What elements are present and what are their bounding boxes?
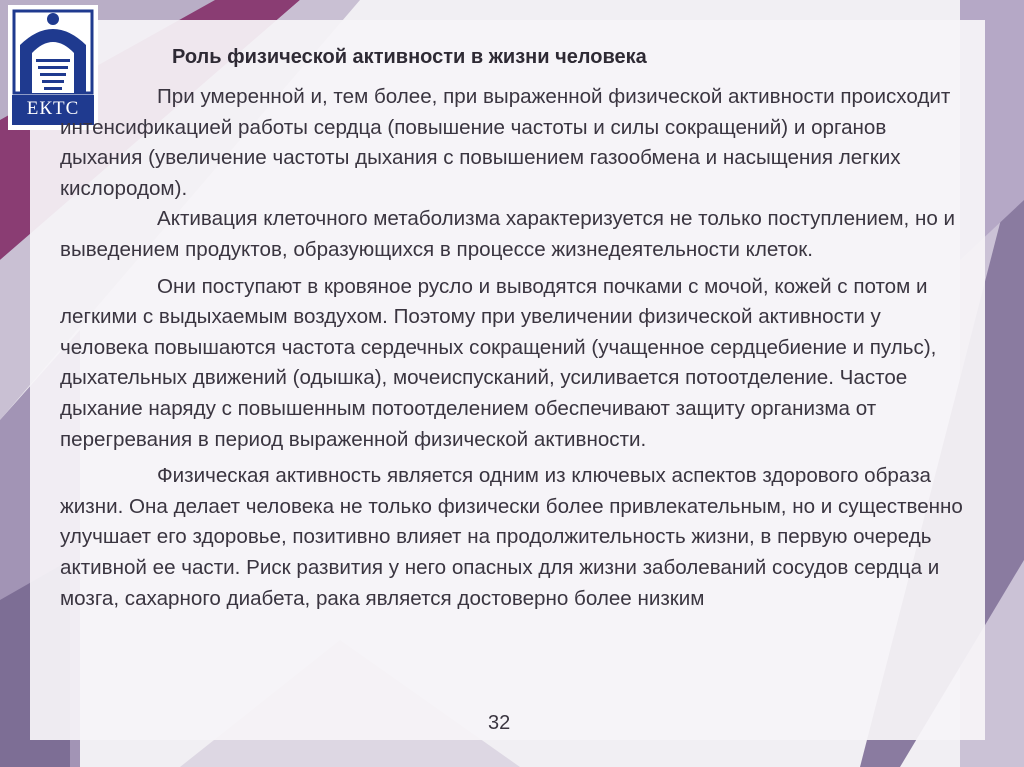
- slide-body: [60, 82, 972, 614]
- paragraph: Физическая активность является одним из ключевых аспектов здорового образа жизни. Она делает человека не только физически более привлекательным, но и существенно улучшает его здоровье, позитивно влияет на продолжительность жизни, в первую очередь активной ее части. Риск развития у него опасных для жизни заболеваний сосудов сердца и мозга, сахарного диабета, рака является достоверно более низким: [60, 464, 963, 610]
- logo-text: ЕКТС: [26, 98, 80, 119]
- paragraph: Активация клеточного метаболизма характеризуется не только поступлением, но и выведением продуктов, образующихся в процессе жизнедеятельности клеток.: [60, 207, 956, 261]
- paragraph: При умеренной и, тем более, при выраженной физической активности происходит интенсификацией работы сердца (повышение частоты и силы сокращений) и органов дыхания (увеличение частоты дыхания с повышением газообмена и насыщения легких кислородом).: [60, 85, 951, 200]
- page-number: 32: [488, 712, 511, 734]
- paragraph: Они поступают в кровяное русло и выводятся почками с мочой, кожей с потом и легкими с выдыхаемым воздухом. Поэтому при увеличении физической активности у человека повышаются частота сердечных сокращений (учащенное сердцебиение и пульс), дыхательных движений (одышка), мочеиспусканий, усиливается потоотделение. Частое дыхание наряду с повышенным потоотделением обеспечивают защиту организма от перегревания в период выраженной физической активности.: [60, 274, 937, 451]
- slide-title: Роль физической активности в жизни человека: [172, 46, 647, 68]
